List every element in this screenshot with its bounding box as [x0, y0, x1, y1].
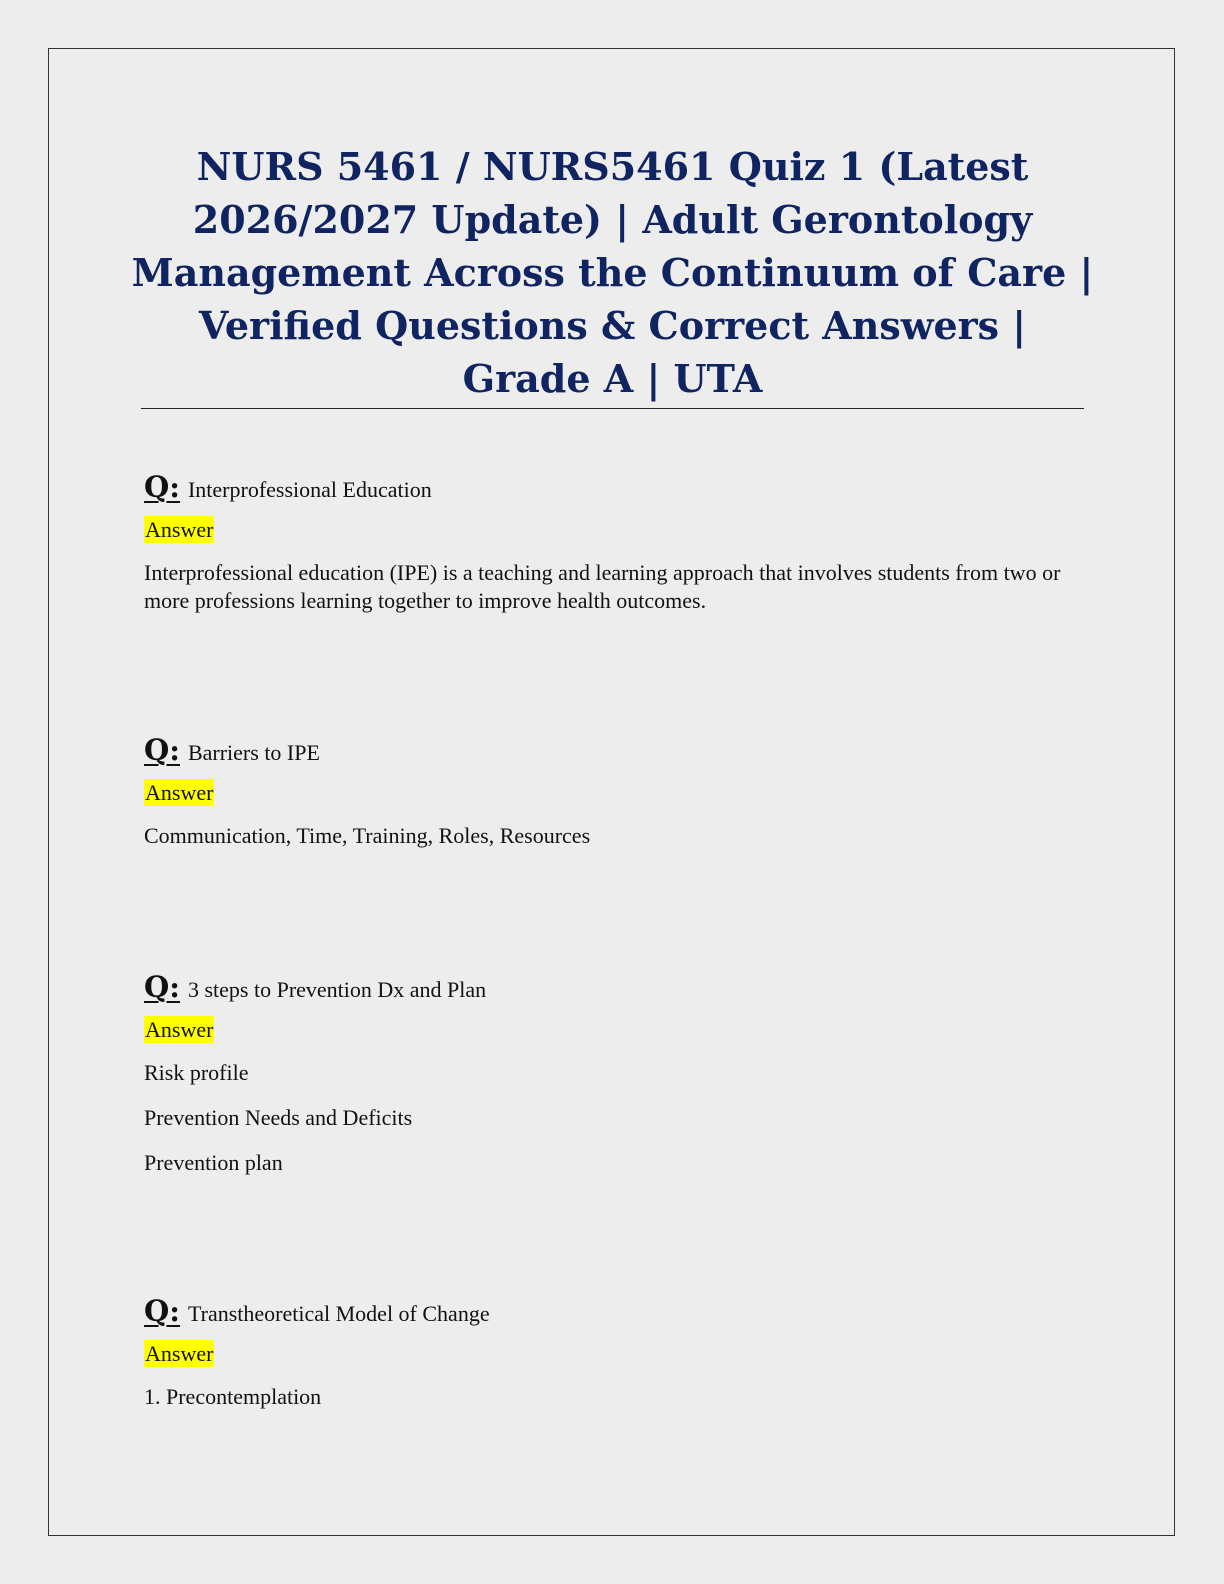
answer-text: Prevention plan: [144, 1150, 283, 1175]
answer-label: Answer: [145, 780, 214, 805]
question-line: [144, 970, 1084, 1004]
answer-label: Answer: [145, 1017, 214, 1042]
answer-text: Communication, Time, Training, Roles, Resources: [144, 823, 591, 848]
answer-text: 1. Precontemplation: [144, 1384, 322, 1409]
title-divider: [141, 408, 1084, 409]
question-prefix: Q:: [144, 1294, 180, 1328]
title-line: Verified Questions & Correct Answers |: [198, 303, 1027, 348]
answer-text: Risk profile: [144, 1060, 249, 1085]
qa-item: [144, 733, 1084, 850]
qa-item: [144, 470, 1084, 615]
answer-label: Answer: [145, 517, 214, 542]
question-text: Interprofessional Education: [187, 477, 432, 502]
qa-item: [144, 1294, 1084, 1411]
title-line: NURS 5461 / NURS5461 Quiz 1 (Latest: [196, 144, 1029, 189]
question-line: [144, 470, 1084, 504]
answer-label: Answer: [145, 1341, 214, 1366]
question-prefix: Q:: [144, 733, 180, 767]
question-text: Barriers to IPE: [187, 740, 320, 765]
question-prefix: Q:: [144, 470, 180, 504]
question-text: 3 steps to Prevention Dx and Plan: [187, 977, 487, 1002]
question-text: Transtheoretical Model of Change: [187, 1301, 490, 1326]
qa-item: [144, 970, 1084, 1177]
title-line: 2026/2027 Update) | Adult Gerontology: [192, 197, 1033, 242]
title-line: Management Across the Continuum of Care |: [131, 250, 1094, 295]
question-line: [144, 1294, 1084, 1328]
title-line: Grade A | UTA: [462, 356, 763, 401]
question-line: [144, 733, 1084, 767]
answer-text: Prevention Needs and Deficits: [144, 1105, 413, 1130]
answer-text: Interprofessional education (IPE) is a teaching and learning approach that involves students from two or more professions learning together to improve health outcomes.: [144, 560, 1061, 613]
document-title: [100, 140, 1125, 405]
question-prefix: Q:: [144, 970, 180, 1004]
